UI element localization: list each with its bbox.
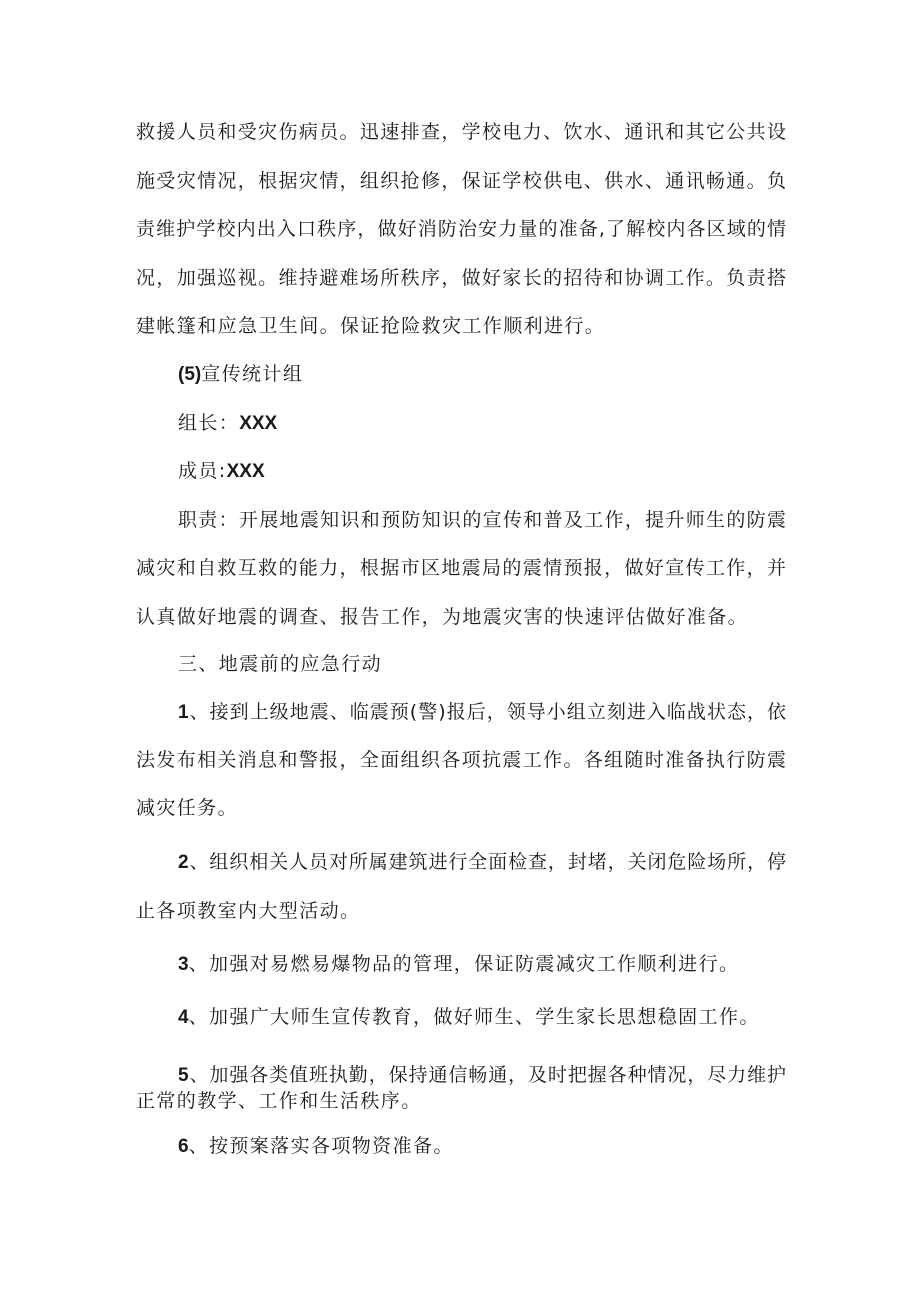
item-text: 、组织相关人员对所属建筑进行全面检查，封堵，关闭危险场所，停	[188, 851, 786, 873]
leader-label: 组长：	[178, 412, 240, 434]
list-item	[178, 1134, 786, 1159]
item-number: 6	[178, 1136, 189, 1157]
paragraph-line: 况，加强巡视。维持避难场所秩序，做好家长的招待和协调工作。负责搭	[136, 267, 786, 289]
paragraph-line: 施受灾情况，根据灾情，组织抢修，保证学校供电、供水、通讯畅通。负	[136, 170, 786, 192]
group-heading	[178, 362, 786, 387]
group-leader	[178, 411, 786, 436]
item-number: 3	[178, 954, 189, 975]
item-text: 、接到上级地震、临震预(警)报后，领导小组立刻进入临战状态，依	[188, 701, 786, 723]
list-item-line: 法发布相关消息和警报，全面组织各项抗震工作。各组随时准备执行防震	[136, 749, 786, 771]
member-label: 成员:	[178, 460, 227, 482]
item-number: 5	[178, 1065, 189, 1086]
list-item	[178, 700, 786, 725]
item-text: 、按预案落实各项物资准备。	[188, 1135, 454, 1157]
item-number: 4	[178, 1007, 189, 1028]
list-item-line: 止各项教室内大型活动。	[136, 900, 361, 922]
item-text: 、加强对易燃易爆物品的管理，保证防震减灾工作顺利进行。	[188, 953, 740, 975]
list-item-line: 减灾任务。	[136, 797, 239, 819]
group-members	[178, 459, 786, 484]
list-item	[178, 952, 786, 977]
paragraph-line: 建帐篷和应急卫生间。保证抢险救灾工作顺利进行。	[136, 315, 606, 337]
duty-line: 认真做好地震的调查、报告工作，为地震灾害的快速评估做好准备。	[136, 606, 749, 628]
paragraph-line: 救援人员和受灾伤病员。迅速排查，学校电力、饮水、通讯和其它公共设	[136, 121, 786, 143]
paragraph-line: 责维护学校内出入口秩序，做好消防治安力量的准备,了解校内各区域的情	[136, 218, 786, 240]
item-text: 、加强各类值班执勤，保持通信畅通，及时把握各种情况，尽力维护	[188, 1064, 786, 1086]
item-number: 1	[178, 702, 189, 723]
list-item	[178, 1005, 786, 1030]
duty-line: 减灾和自救互救的能力，根据市区地震局的震情预报，做好宣传工作，并	[136, 557, 786, 579]
section-heading: 三、地震前的应急行动	[178, 653, 383, 675]
group-number: (5)	[178, 364, 202, 385]
list-item	[178, 850, 786, 875]
duty-line: 职责：开展地震知识和预防知识的宣传和普及工作，提升师生的防震	[178, 509, 786, 531]
item-number: 2	[178, 852, 189, 873]
item-text: 、加强广大师生宣传教育，做好师生、学生家长思想稳固工作。	[188, 1006, 760, 1028]
list-item-line: 正常的教学、工作和生活秩序。	[136, 1090, 422, 1112]
list-item	[178, 1063, 786, 1088]
member-value: XXX	[226, 461, 265, 482]
leader-value: XXX	[239, 413, 278, 434]
group-title: 宣传统计组	[201, 363, 304, 385]
